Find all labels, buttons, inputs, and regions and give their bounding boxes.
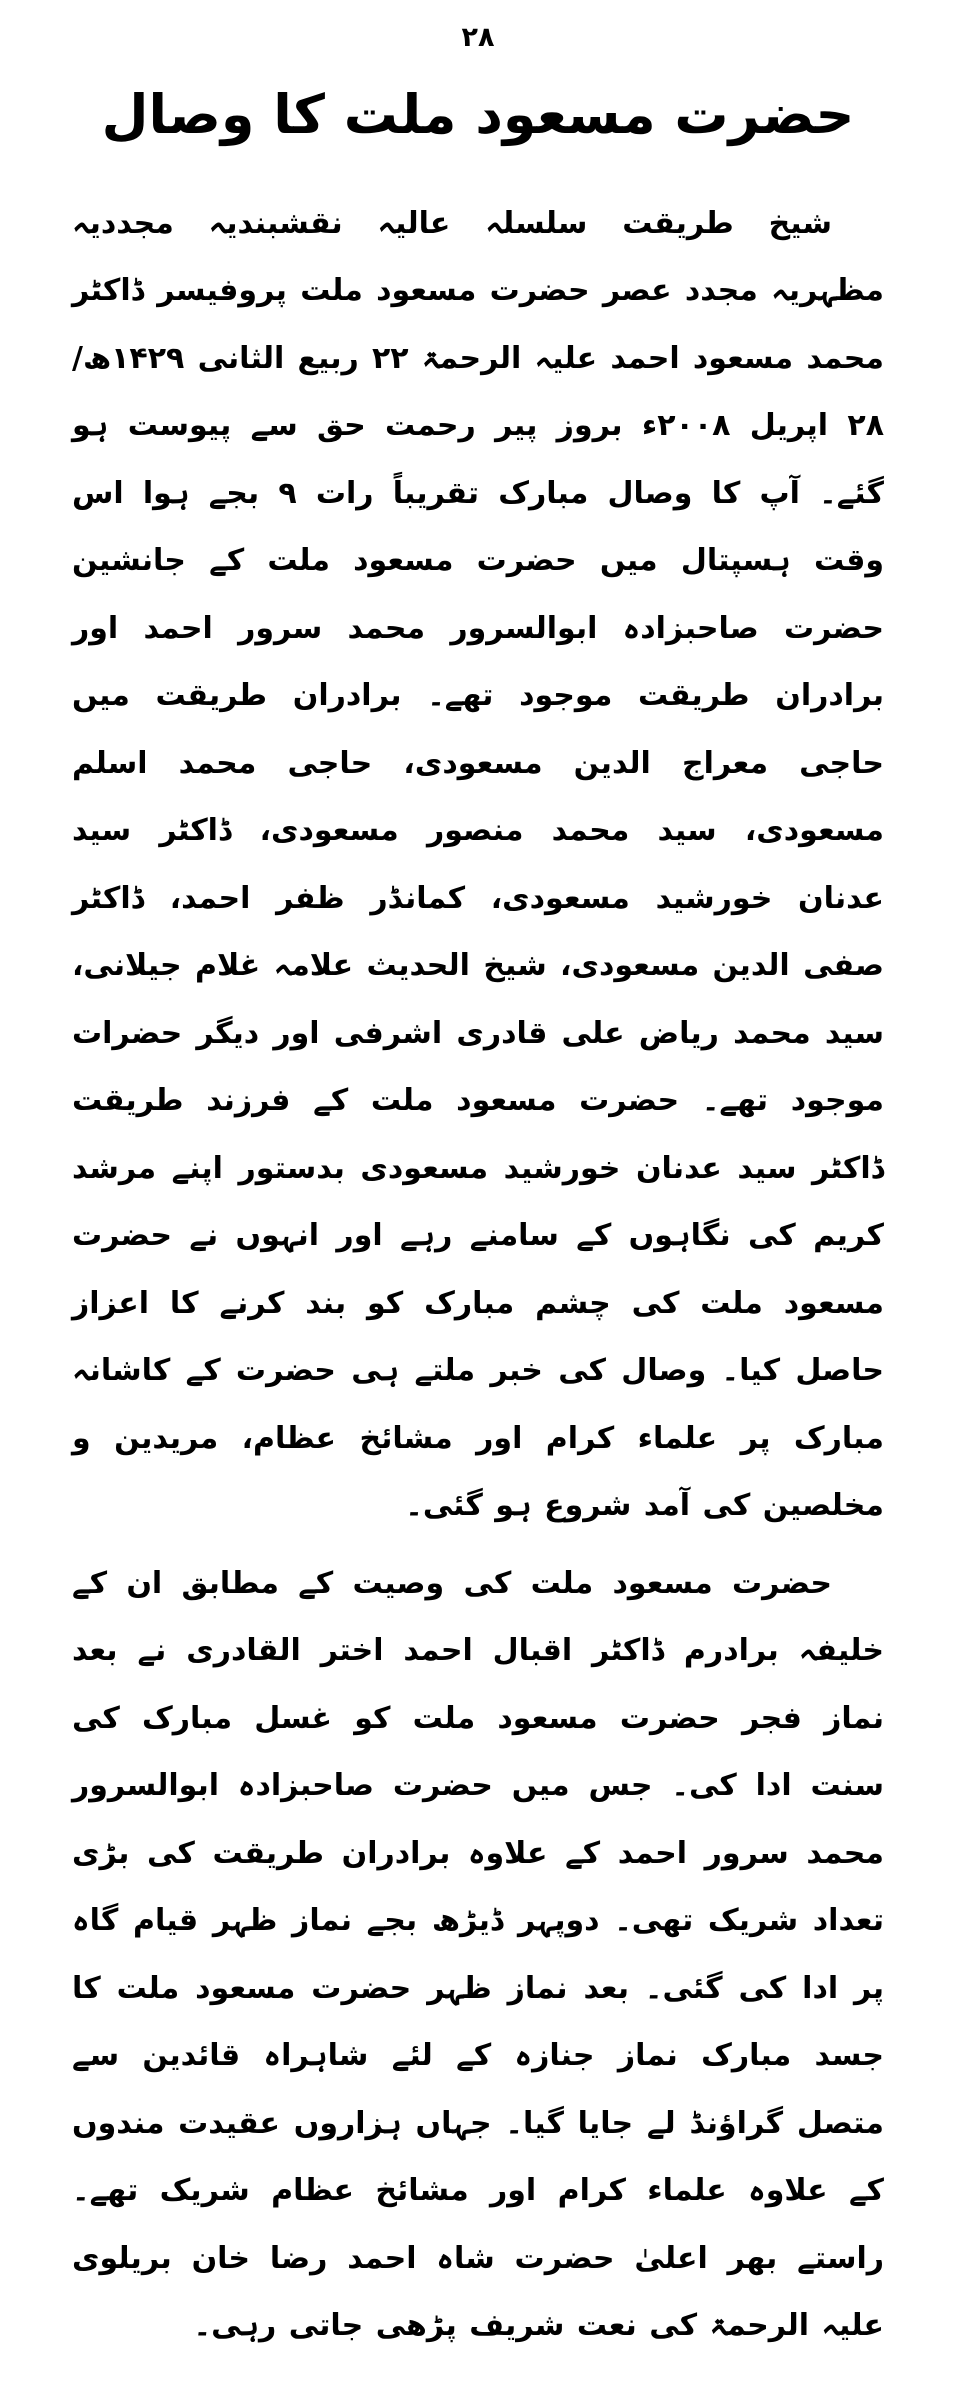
page-title: حضرت مسعود ملت کا وصال — [101, 83, 855, 146]
paragraph-1: شیخ طریقت سلسلہ عالیہ نقشبندیہ مجددیہ مظہریہ مجدد عصر حضرت مسعود ملت پروفیسر ڈاکٹر محمد مسعود احمد علیہ الرحمۃ ۲۲ ربیع الثانی ۱۴۲۹ھ/ ۲۸ اپریل ۲۰۰۸ء بروز پیر رحمت حق سے پیوست ہو گئے۔ آپ کا وصال مبارک تقریباً رات ۹ بجے ہوا اس وقت ہسپتال میں حضرت مسعود ملت کے جانشین حضرت صاحبزادہ ابوالسرور محمد سرور احمد اور برادران طریقت موجود تھے۔ برادران طریقت میں حاجی معراج الدین مسعودی، حاجی محمد اسلم مسعودی، سید محمد منصور مسعودی، ڈاکٹر سید عدنان خورشید مسعودی، کمانڈر ظفر احمد، ڈاکٹر صفی الدین مسعودی، شیخ الحدیث علامہ غلام جیلانی، سید محمد ریاض علی قادری اشرفی اور دیگر حضرات موجود تھے۔ حضرت مسعود ملت کے فرزند طریقت ڈاکٹر سید عدنان خورشید مسعودی بدستور اپنے مرشد کریم کی نگاہوں کے سامنے رہے اور انہوں نے حضرت مسعود ملت کی چشم مبارک کو بند کرنے کا اعزاز حاصل کیا۔ وصال کی خبر ملتے ہی حضرت کے کاشانہ مبارک پر علماء کرام اور مشائخ عظام، مریدین و مخلصین کی آمد شروع ہو گئی۔ — [72, 205, 885, 1524]
paragraph-2: حضرت مسعود ملت کی وصیت کے مطابق ان کے خلیفہ برادرم ڈاکٹر اقبال احمد اختر القادری نے بعد نماز فجر حضرت مسعود ملت کو غسل مبارک کی سنت ادا کی۔ جس میں حضرت صاحبزادہ ابوالسرور محمد سرور احمد کے علاوہ برادران طریقت کی بڑی تعداد شریک تھی۔ دوپہر ڈیڑھ بجے نماز ظہر قیام گاہ پر ادا کی گئی۔ بعد نماز ظہر حضرت مسعود ملت کا جسد مبارک نماز جنازہ کے لئے شاہراہ قائدین سے متصل گراؤنڈ لے جایا گیا۔ جہاں ہزاروں عقیدت مندوں کے علاوہ علماء کرام اور مشائخ عظام شریک تھے۔ راستے بھر اعلیٰ حضرت شاہ احمد رضا خان بریلوی علیہ الرحمۃ کی نعت شریف پڑھی جاتی رہی۔ — [72, 1565, 884, 2344]
page-number: ۲۸ — [461, 22, 495, 53]
